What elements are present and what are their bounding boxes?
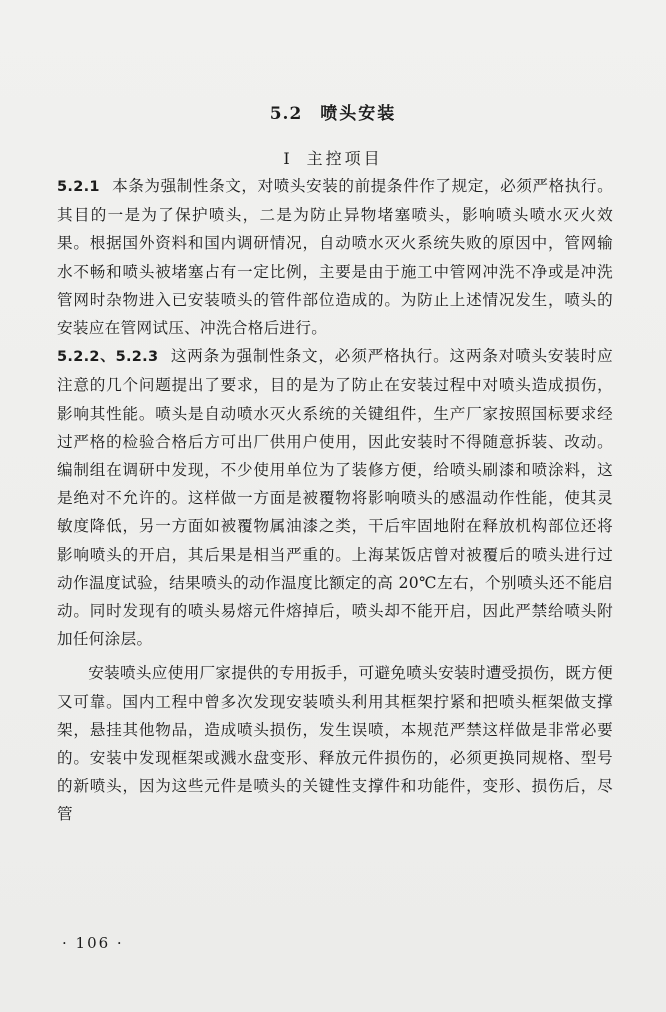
clause-number: 5.2.2、5.2.3 — [57, 349, 159, 366]
paragraph-clause-5-2-1 — [57, 172, 613, 342]
subsection-heading — [0, 146, 666, 169]
section-title-text: 喷头安装 — [320, 104, 397, 124]
paragraph-text: 这两条为强制性条文，必须严格执行。这两条对喷头安装时应注意的几个问题提出了要求，目的是为了防止在安装过程中对喷头造成损伤，影响其性能。喷头是自动喷水灭火系统的关键组件，生产厂家按照国标要求经过严格的检验合格后方可出厂供用户使用，因此安装时不得随意拆装、改动。编制组在调研中发现，不少使用单位为了装修方便，给喷头刷漆和喷涂料，这是绝对不允许的。这样做一方面是被覆物将影响喷头的感温动作性能，使其灵敏度降低，另一方面如被覆物属油漆之类，干后牢固地附在释放机构部位还将影响喷头的开启，其后果是相当严重的。上海某饭店曾对被覆后的喷头进行过动作温度试验，结果喷头的动作温度比额定的高 20℃左右，个别喷头还不能启动。同时发现有的喷头易熔元件熔掉后，喷头却不能开启，因此严禁给喷头附加任何涂层。 — [57, 347, 613, 649]
paragraph-installation-wrench — [57, 659, 613, 828]
paragraph-text: 安装喷头应使用厂家提供的专用扳手，可避免喷头安装时遭受损伤，既方便又可靠。国内工程中曾多次发现安装喷头利用其框架拧紧和把喷头框架做支撑架，悬挂其他物品，造成喷头损伤，发生误喷，本规范严禁这样做是非常必要的。安装中发现框架或溅水盘变形、释放元件损伤的，必须更换同规格、型号的新喷头，因为这些元件是喷头的关键性支撑件和功能件，变形、损伤后，尽管 — [57, 664, 613, 824]
subsection-roman-numeral: Ⅰ — [283, 149, 293, 168]
body-text — [57, 172, 613, 829]
paragraph-clause-5-2-2-5-2-3 — [57, 342, 613, 653]
clause-number: 5.2.1 — [57, 179, 100, 195]
subsection-title-text: 主控项目 — [306, 149, 383, 168]
section-heading — [0, 99, 666, 124]
page-number: · 106 · — [62, 934, 124, 952]
paragraph-text: 本条为强制性条文，对喷头安装的前提条件作了规定，必须严格执行。其目的一是为了保护喷头，二是为防止异物堵塞喷头，影响喷头喷水灭火效果。根据国外资料和国内调研情况，自动喷水灭火系统失败的原因中，管网输水不畅和喷头被堵塞占有一定比例，主要是由于施工中管网冲洗不净或是冲洗管网时杂物进入已安装喷头的管件部位造成的。为防止上述情况发生，喷头的安装应在管网试压、冲洗合格后进行。 — [57, 177, 613, 338]
section-number: 5.2 — [269, 104, 303, 124]
